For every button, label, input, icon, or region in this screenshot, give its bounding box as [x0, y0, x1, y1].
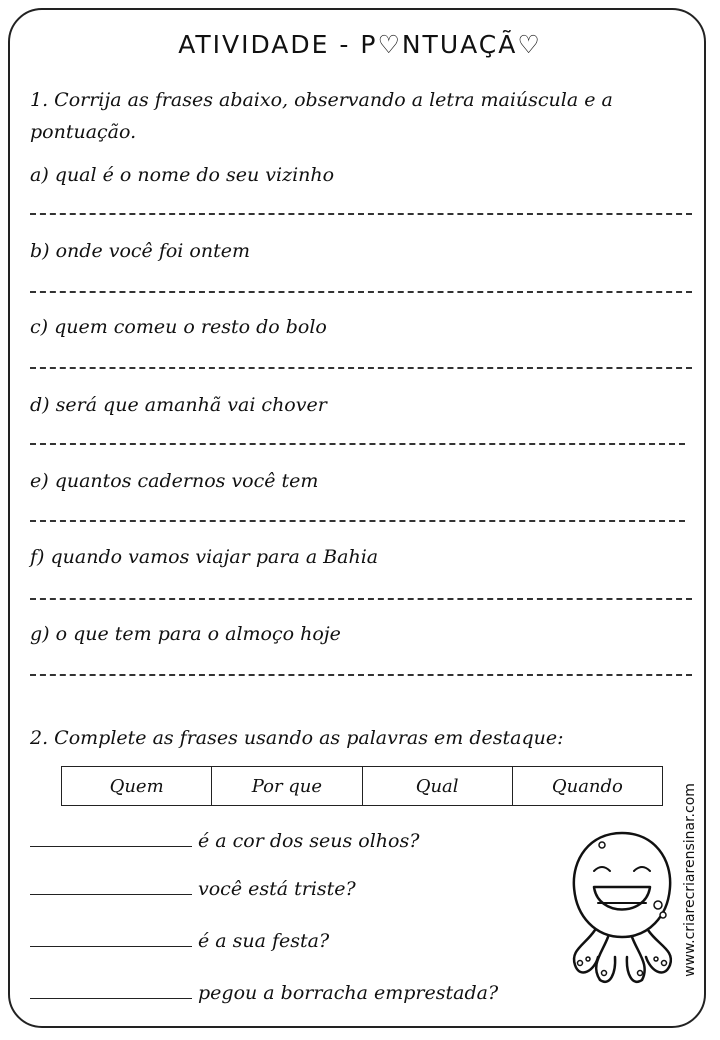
title-middle: NTUAÇÃ	[401, 30, 518, 59]
exercise-item-d: d) será que amanhã vai chover	[30, 394, 327, 416]
sentence-text-4: pegou a borracha emprestada?	[198, 982, 499, 1004]
fill-blank-1[interactable]	[30, 828, 192, 847]
answer-line-g[interactable]	[30, 674, 692, 676]
sentence-text-3: é a sua festa?	[198, 930, 330, 952]
answer-line-b[interactable]	[30, 291, 692, 293]
sentence-text-1: é a cor dos seus olhos?	[198, 830, 420, 852]
exercise-item-e: e) quantos cadernos você tem	[30, 470, 319, 492]
fill-sentence-4	[30, 980, 498, 1004]
exercise-item-c: c) quem comeu o resto do bolo	[30, 316, 327, 338]
word-bank	[61, 766, 663, 806]
exercise-item-a: a) qual é o nome do seu vizinho	[30, 164, 335, 186]
exercise-item-b: b) onde você foi ontem	[30, 240, 250, 262]
answer-line-a[interactable]	[30, 213, 692, 215]
word-quando: Quando	[512, 767, 662, 806]
answer-line-c[interactable]	[30, 367, 692, 369]
word-qual: Qual	[362, 767, 512, 806]
heart-icon: ♡	[377, 30, 402, 59]
octopus-illustration	[560, 825, 685, 990]
answer-line-e[interactable]	[30, 520, 685, 522]
page-title	[0, 30, 720, 59]
title-prefix: ATIVIDADE - P	[178, 30, 378, 59]
answer-line-f[interactable]	[30, 598, 692, 600]
website-link[interactable]: www.criarecriarensinar.com	[682, 783, 698, 977]
fill-blank-4[interactable]	[30, 980, 192, 999]
exercise-item-g: g) o que tem para o almoço hoje	[30, 623, 341, 645]
heart-icon: ♡	[517, 30, 542, 59]
word-quem: Quem	[62, 767, 212, 806]
question-1: 1. Corrija as frases abaixo, observando a letra maiúscula e a pontuação.	[30, 89, 613, 143]
fill-blank-2[interactable]	[30, 876, 192, 895]
sentence-text-2: você está triste?	[198, 878, 356, 900]
answer-line-d[interactable]	[30, 443, 685, 445]
fill-blank-3[interactable]	[30, 928, 192, 947]
fill-sentence-3	[30, 928, 329, 952]
exercise-item-f: f) quando vamos viajar para a Bahia	[30, 546, 379, 568]
question-2: 2. Complete as frases usando as palavras em destaque:	[30, 727, 564, 749]
fill-sentence-1	[30, 828, 419, 852]
fill-sentence-2	[30, 876, 356, 900]
word-por-que: Por que	[212, 767, 362, 806]
